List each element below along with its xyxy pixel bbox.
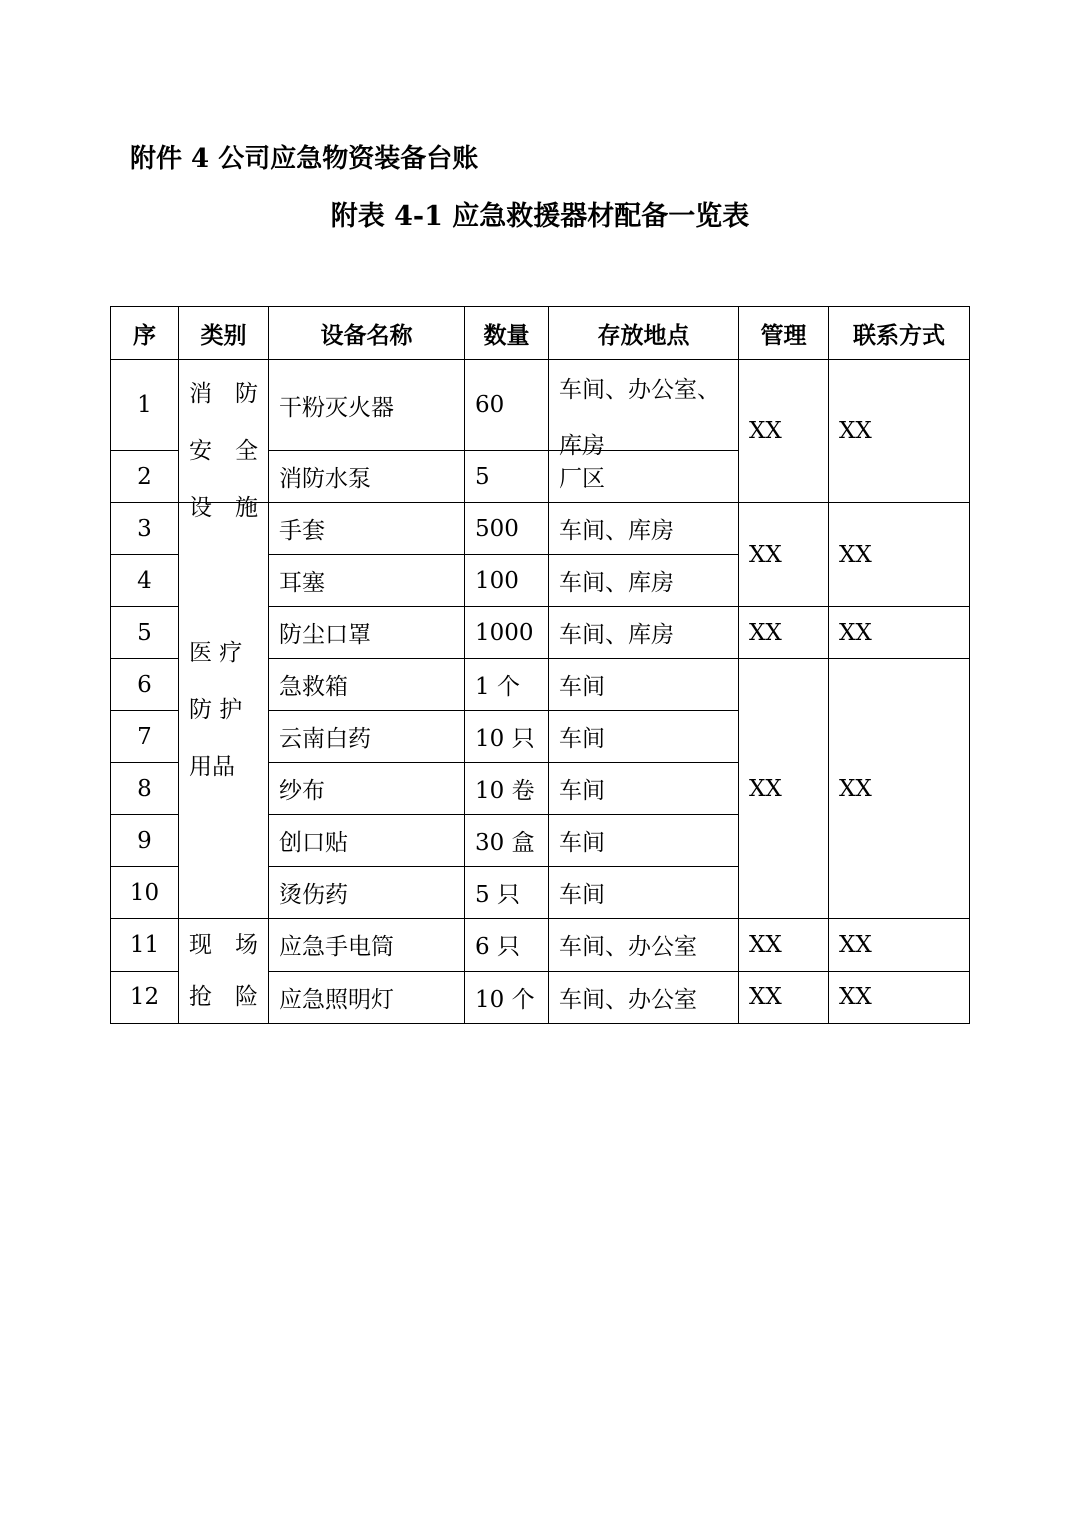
row-index: 9: [111, 815, 179, 867]
header-contact: 联系方式: [829, 307, 970, 360]
storage-location: [549, 360, 739, 459]
row-index: 6: [111, 659, 179, 711]
contact: XX: [829, 971, 970, 1024]
equipment-name: 消防水泵: [269, 451, 465, 503]
equipment-name: 云南白药: [269, 711, 465, 763]
header-category: 类别: [179, 307, 269, 360]
table-title: 附表 4-1 应急救援器材配备一览表: [330, 201, 750, 232]
equipment-quantity: 10 只: [465, 711, 549, 763]
manager: XX: [739, 503, 829, 607]
row-index: 4: [111, 555, 179, 607]
equipment-quantity: 5 只: [465, 867, 549, 919]
storage-location-text: 车间、办公室、库房: [559, 377, 720, 459]
equipment-quantity: 30 盒: [465, 815, 549, 867]
contact: XX: [829, 919, 970, 972]
equipment-quantity: 10 卷: [465, 763, 549, 815]
equipment-quantity: 10 个: [465, 971, 549, 1024]
equipment-quantity: 60: [465, 360, 549, 451]
equipment-name: 干粉灭火器: [269, 360, 465, 451]
equipment-quantity: 500: [465, 503, 549, 555]
manager: XX: [739, 659, 829, 919]
storage-location: 车间、库房: [549, 555, 739, 607]
equipment-name: 创口贴: [269, 815, 465, 867]
equipment-name: 烫伤药: [269, 867, 465, 919]
row-index: 10: [111, 867, 179, 919]
row-index: 2: [111, 451, 179, 503]
storage-location: 车间: [549, 815, 739, 867]
manager: XX: [739, 360, 829, 503]
equipment-quantity: 5: [465, 451, 549, 503]
equipment-name: 应急照明灯: [269, 971, 465, 1024]
equipment-name: 耳塞: [269, 555, 465, 607]
manager: XX: [739, 971, 829, 1024]
table-row: [111, 360, 970, 451]
equipment-quantity: 1 个: [465, 659, 549, 711]
equipment-quantity: 6 只: [465, 919, 549, 972]
manager: XX: [739, 607, 829, 659]
header-index: 序: [111, 307, 179, 360]
equipment-quantity: 100: [465, 555, 549, 607]
row-index: 8: [111, 763, 179, 815]
category-label: 医 疗 防 护 用品: [189, 640, 243, 780]
category-medical-protection: [179, 503, 269, 919]
table-row: [111, 919, 970, 972]
storage-location: 车间、库房: [549, 607, 739, 659]
storage-location: 车间: [549, 763, 739, 815]
contact: XX: [829, 503, 970, 607]
manager: XX: [739, 919, 829, 972]
equipment-name: 防尘口罩: [269, 607, 465, 659]
row-index: 11: [111, 919, 179, 972]
equipment-name: 手套: [269, 503, 465, 555]
category-label: 消 防 安 全 设施: [189, 381, 258, 521]
header-quantity: 数量: [465, 307, 549, 360]
category-onsite-rescue: [179, 919, 269, 1024]
storage-location: 车间、库房: [549, 503, 739, 555]
category-fire-safety: [179, 360, 269, 521]
row-index: 5: [111, 607, 179, 659]
header-manager: 管理: [739, 307, 829, 360]
category-label: 现 场 抢 险: [189, 932, 258, 1010]
contact: XX: [829, 360, 970, 503]
contact: XX: [829, 607, 970, 659]
storage-location: 车间: [549, 711, 739, 763]
row-index: 3: [111, 503, 179, 555]
equipment-name: 应急手电筒: [269, 919, 465, 972]
header-storage-location: 存放地点: [549, 307, 739, 360]
equipment-name: 纱布: [269, 763, 465, 815]
row-index: 12: [111, 971, 179, 1024]
page-heading: 附件 4 公司应急物资装备台账: [130, 144, 479, 174]
table-header-row: [111, 307, 970, 360]
equipment-table: [110, 306, 970, 1024]
equipment-quantity: 1000: [465, 607, 549, 659]
storage-location: 车间: [549, 659, 739, 711]
row-index: 1: [111, 360, 179, 451]
equipment-name: 急救箱: [269, 659, 465, 711]
header-equipment-name: 设备名称: [269, 307, 465, 360]
row-index: 7: [111, 711, 179, 763]
storage-location: 车间、办公室: [549, 919, 739, 972]
storage-location: 车间、办公室: [549, 971, 739, 1024]
storage-location: 车间: [549, 867, 739, 919]
storage-location: 厂区: [549, 451, 739, 503]
contact: XX: [829, 659, 970, 919]
